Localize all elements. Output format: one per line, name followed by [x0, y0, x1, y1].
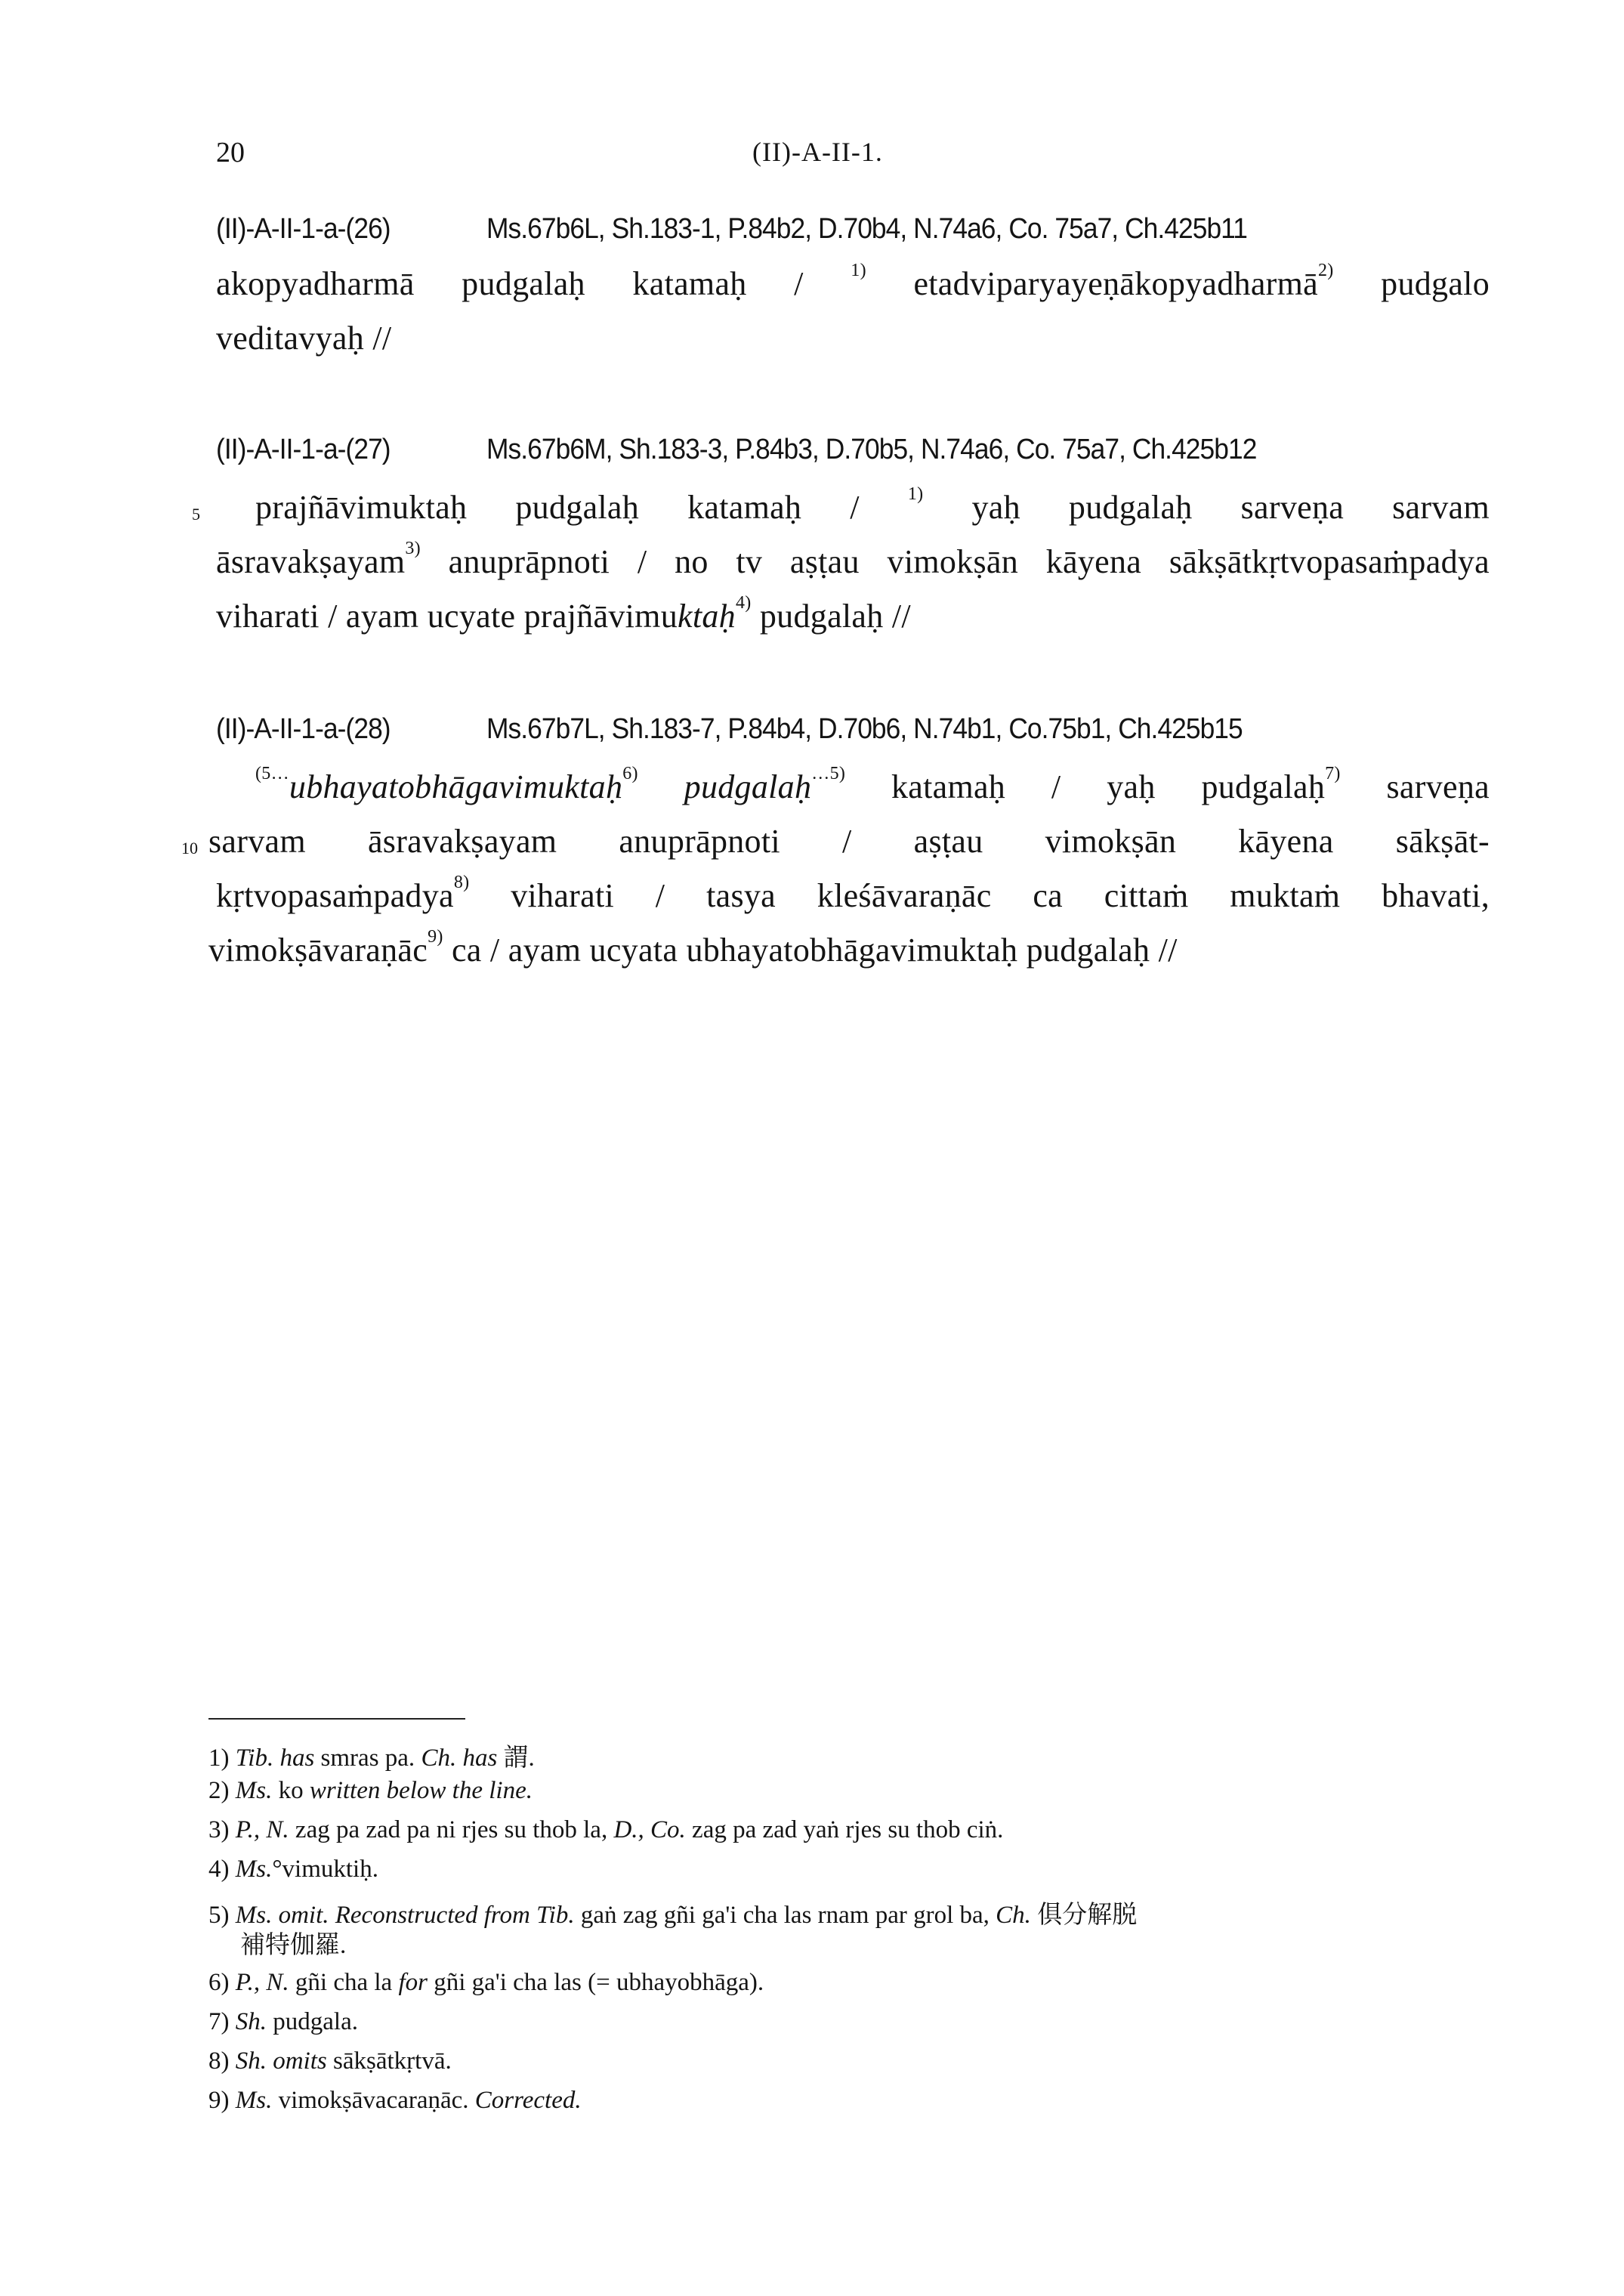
footnote: 8) Sh. omits sākṣātkṛtvā. [208, 2047, 452, 2075]
section-id: (II)-A-II-1-a-(27) [216, 434, 391, 465]
running-head: (II)-A-II-1. [752, 137, 883, 167]
note-ref: 6) [622, 764, 638, 783]
section-id: (II)-A-II-1-a-(26) [216, 213, 391, 245]
section-sources: Ms.67b6L, Sh.183-1, P.84b2, D.70b4, N.74a6, Co. 75a7, Ch.425b11 [486, 213, 1248, 245]
text-line: sarvam āsravakṣayam anuprāpnoti / aṣṭau vimokṣān kāyena sākṣāt- [208, 823, 1490, 860]
line-number: 5 [192, 505, 200, 524]
text-line: akopyadharmā pudgalaḥ katamaḥ / $^{1)}$ etadviparyayeṇākopyadharmā$^{2)}$ pudgalo [216, 261, 1490, 302]
section-sources: Ms.67b6M, Sh.183-3, P.84b3, D.70b5, N.74a6, Co. 75a7, Ch.425b12 [486, 434, 1257, 465]
section-heading [216, 213, 1410, 248]
text-line: veditavyaḥ // [216, 320, 392, 357]
text-line: āsravakṣayam$^{3)}$ anuprāpnoti / no tv aṣṭau vimokṣān kāyena sākṣātkṛtvopasaṁpadya [216, 539, 1490, 580]
note-ref: 1) [851, 261, 866, 280]
footnote: 4) Ms.°vimuktiḥ. [208, 1856, 378, 1883]
footnote: 2) Ms. ko written below the line. [208, 1777, 533, 1804]
note-ref: …5) [811, 764, 846, 783]
footnote: 3) P., N. zag pa zad pa ni rjes su thob la, D., Co. zag pa zad yaṅ rjes su thob ciṅ. [208, 1816, 1004, 1843]
section-heading [216, 713, 1410, 748]
text-line: vimokṣāvaraṇāc$^{9)}$ ca / ayam ucyata ubhayatobhāgavimuktaḥ pudgalaḥ // [208, 927, 1178, 969]
page-number: 20 [216, 137, 245, 168]
text-line: kṛtvopasaṁpadya$^{8)}$ viharati / tasya kleśāvaraṇāc ca cittaṁ muktaṁ bhavati, [216, 873, 1490, 914]
note-ref: 1) [907, 484, 924, 504]
section-id: (II)-A-II-1-a-(28) [216, 713, 391, 745]
footnote: 9) Ms. vimokṣāvacaraṇāc. Corrected. [208, 2087, 582, 2114]
footnote: 1) Tib. has smras pa. Ch. has 謂. [208, 1744, 535, 1772]
footnote: 7) Sh. pudgala. [208, 2008, 358, 2035]
note-ref: 9) [428, 927, 443, 947]
note-ref: (5… [255, 764, 289, 783]
section-heading [216, 434, 1410, 468]
note-ref: 8) [453, 873, 470, 892]
folio-mark: ayam [345, 598, 419, 635]
note-ref: 4) [735, 593, 752, 613]
note-ref: 7) [1325, 764, 1341, 783]
text-line: viharati / ayam ucyate prajñāvimuktaḥ$^{4)}$ pudgalaḥ // [216, 593, 911, 635]
footnote: 6) P., N. gñi cha la for gñi ga'i cha las (= ubhayobhāga). [208, 1969, 764, 1996]
note-ref: 3) [405, 539, 421, 558]
text-line: $^{(5\dots}$ubhayatobhāgavimuktaḥ$^{6)}$ pudgalaḥ$^{\dots 5)}$ katamaḥ / yaḥ pudgalaḥ$^{7)}$ sarveṇa [255, 764, 1490, 805]
footnote: 5) Ms. omit. Reconstructed from Tib. gaṅ zag gñi ga'i cha las rnam par grol ba, Ch. 俱分解脱 [208, 1902, 1138, 1929]
footnote-rule [208, 1718, 465, 1720]
line-number: 10 [181, 839, 198, 858]
text-line: prajñāvimuktaḥ pudgalaḥ katamaḥ / $^{1)}$ yaḥ pudgalaḥ sarveṇa sarvam [255, 484, 1490, 526]
footnote-continuation: 補特伽羅. [240, 1932, 347, 1959]
folio-mark: tasya [706, 877, 776, 914]
section-sources: Ms.67b7L, Sh.183-7, P.84b4, D.70b6, N.74b1, Co.75b1, Ch.425b15 [486, 713, 1243, 745]
note-ref: 2) [1317, 261, 1334, 280]
